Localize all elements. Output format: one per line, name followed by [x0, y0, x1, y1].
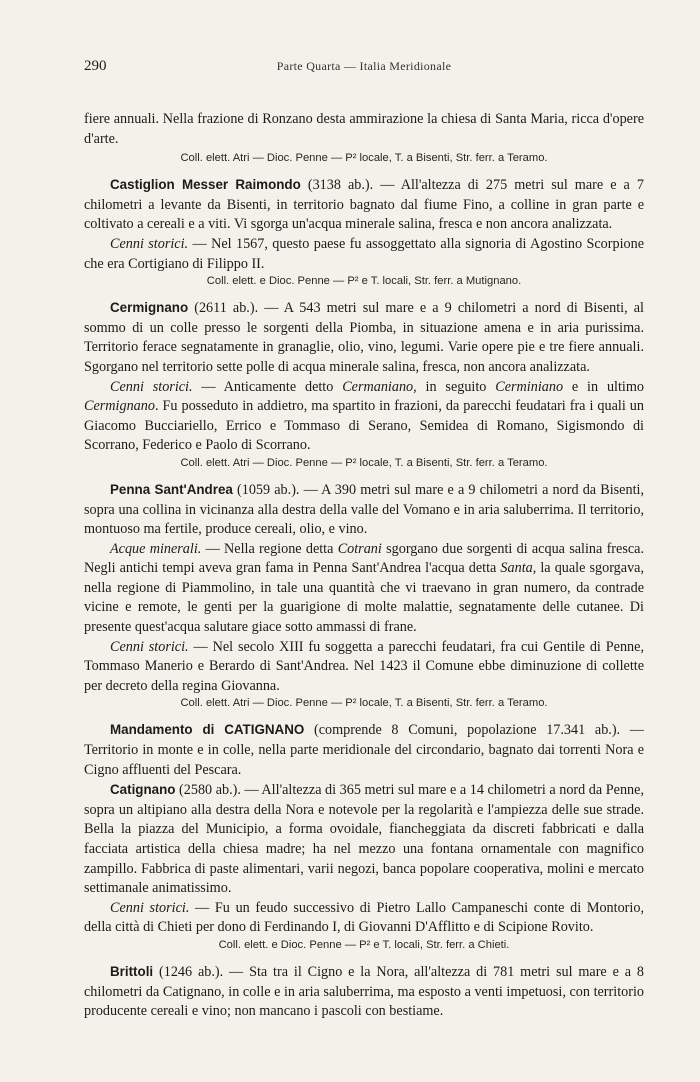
reference-line: Coll. elett. e Dioc. Penne — P² e T. locali, Str. ferr. a Mutignano. [206, 275, 522, 288]
cenni-storici-castiglion: Cenni storici. — Nel 1567, questo paese fu assoggettato alla signoria di Agostino Scorpione che era Cortigiano di Filippo II. [84, 235, 644, 272]
cenni-storici-cermignano: Cenni storici. — Anticamente detto Cermaniano, in seguito Cerminiano e in ultimo Cermignano. Fu posseduto in addietro, ma spartito in frazioni, da parecchi feudatari fra i quali un Giacomo Bucciariello, Errico e Tommaso di Serano, Semidea di Romano, Sigismondo di Scorrano, Federico e Paolo di Scorrano. [84, 378, 644, 454]
entry-heading: Castiglion Messer Raimondo [110, 177, 301, 193]
page-number: 290 [84, 58, 107, 74]
entry-heading: Cermignano [110, 300, 189, 316]
reference-line: Coll. elett. Atri — Dioc. Penne — P² locale, T. a Bisenti, Str. ferr. a Teramo. [180, 152, 548, 165]
entry-penna: Penna Sant'Andrea (1059 ab.). — A 390 metri sul mare e a 9 chilometri a nord da Bisenti, sopra una collina in vicinanza alla destra della valle del Vomano e in aria saluberrima. Il territorio, montuoso ma fertile, produce cereali, olio, e vino. [84, 481, 645, 538]
entry-heading: Brittoli [110, 963, 154, 979]
entry-castiglion: Castiglion Messer Raimondo (3138 ab.). — All'altezza di 275 metri sul mare e a 7 chilometri a levante da Bisenti, in territorio bagnato dal fiume Fino, a colline in gran parte e coltivato a cereali e a viti. Vi sgorga un'acqua minerale salina, fresca e non ancora analizzata. [84, 177, 644, 233]
entry-cermignano: Cermignano (2611 ab.). — A 543 metri sul mare e a 9 chilometri a nord di Bisenti, al sommo di un colle presso le sorgenti della Piomba, in situazione amena e in aria purissima. Territorio ferace segnatamente in granaglie, olio, vino, legumi. Varie opere pie e tre fiere annuali. Sgorgano nel territorio sette polle di acqua minerale salina, fresca, non ancora analizzata. [84, 300, 644, 375]
reference-line: Coll. elett. Atri — Dioc. Penne — P² locale, T. a Bisenti, Str. ferr. a Teramo. [180, 697, 548, 710]
running-title: Parte Quarta — Italia Meridionale [276, 59, 452, 73]
entry-heading: Catignano [110, 782, 176, 798]
entry-brittoli: Brittoli (1246 ab.). — Sta tra il Cigno e la Nora, all'altezza di 781 metri sul mare e a 8 chilometri da Catignano, in colle e in aria saluberrima, ma esposto a venti impetuosi, con territorio producente cereali e vino; non mancano i pascoli con bestiame. [84, 963, 644, 1020]
entry-heading: Penna Sant'Andrea [110, 481, 233, 497]
page-header [84, 58, 644, 80]
reference-line: Coll. elett. Atri — Dioc. Penne — P² locale, T. a Bisenti, Str. ferr. a Teramo. [180, 456, 548, 469]
cenni-storici-penna: Cenni storici. — Nel secolo XIII fu soggetta a parecchi feudatari, fra cui Gentile di Penne, Tommaso Manerio e Berardo di Sant'Andrea. Nel 1423 il Comune ebbe diminuzione di collette per decreto della regina Giovanna. [84, 638, 644, 694]
paragraph-continuation: fiere annuali. Nella frazione di Ronzano desta ammirazione la chiesa di Santa Maria, ricca d'opere d'arte. [84, 111, 644, 147]
cenni-storici-catignano: Cenni storici. — Fu un feudo successivo di Pietro Lallo Campaneschi conte di Montorio, della città di Chieti per dono di Ferdinando I, di Giovanni D'Afflitto e di Scipione Rovito. [84, 899, 644, 936]
entry-mandamento: Mandamento di CATIGNANO (comprende 8 Comuni, popolazione 17.341 ab.). — Territorio in monte e in colle, nella parte meridionale del circondario, bagnato dai torrenti Nora e Cigno affluenti del Pescara. [84, 722, 644, 778]
reference-line: Coll. elett. e Dioc. Penne — P² e T. locali, Str. ferr. a Chieti. [218, 938, 510, 951]
entry-catignano: Catignano (2580 ab.). — All'altezza di 365 metri sul mare e a 14 chilometri a nord da Penne, sopra un altipiano alla destra della Nora e notevole per la regolarità e l'ampiezza delle sue strade. Bella la piazza del Municipio, a forma ovoidale, fiancheggiata da discreti fabbricati e dalla facciata artistica della chiesa madre; ha nel mezzo una fontana ornamentale con magnifico zampillo. Fabbrica di paste alimentari, varii negozi, banca popolare cooperativa, molini e mercato settimanale animatissimo. [84, 782, 644, 897]
entry-heading: Mandamento di CATIGNANO [110, 722, 305, 738]
acque-minerali-penna: Acque minerali. — Nella regione detta Cotrani sgorgano due sorgenti di acqua salina fresca. Negli antichi tempi aveva gran fama in Penna Sant'Andrea l'acqua detta Santa, la quale sgorgava, nella regione di Piammolino, in tale una quantità che vi traevano in gran numero, da contrade vicine e remote, le genti per la guarigione di molte malattie, segnatamente delle cutanee. Di presente quest'acqua salutare giace sotto ammassi di frane. [84, 540, 645, 636]
